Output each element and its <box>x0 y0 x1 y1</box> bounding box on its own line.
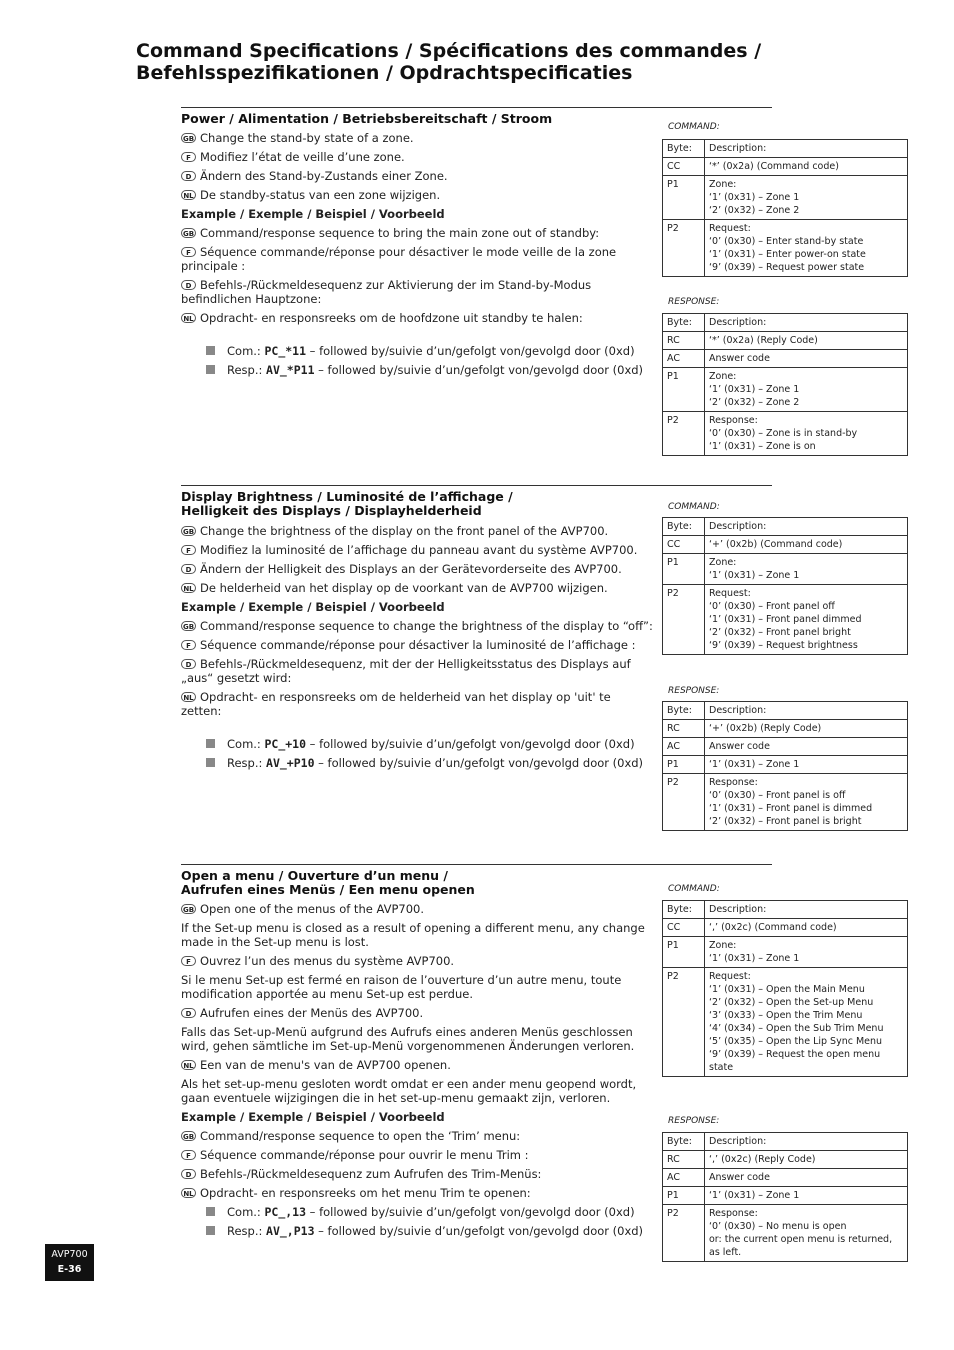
description-cell <box>705 1169 908 1187</box>
byte-cell: CC <box>663 158 705 176</box>
section-body <box>181 131 653 382</box>
code-string: AV_*P11 <box>266 363 315 377</box>
paragraph <box>181 619 653 633</box>
paragraph <box>181 1025 653 1053</box>
table-row <box>663 774 908 831</box>
byte-cell: Byte: <box>663 140 705 158</box>
byte-cell: Byte: <box>663 1133 705 1151</box>
description-line: Zone: <box>709 557 737 568</box>
paragraph <box>181 131 653 145</box>
paragraph-text: De helderheid van het display op de voorkant van de AVP700 wijzigen. <box>200 581 608 595</box>
section-heading-line: Aufrufen eines Menüs / Een menu openen <box>181 882 475 897</box>
description-line: ‘0’ (0x30) – Front panel is off <box>709 790 846 801</box>
footer-page-number: E-36 <box>57 1264 82 1275</box>
byte-cell: Byte: <box>663 702 705 720</box>
table-row <box>663 412 908 456</box>
paragraph-text: Een van de menu's van de AVP700 openen. <box>200 1058 451 1072</box>
paragraph-text: Si le menu Set-up est fermé en raison de l’ouverture d’un autre menu, toute modification apportée au menu Set-up est perdue. <box>181 973 622 1001</box>
language-flag-icon: NL <box>181 692 196 702</box>
byte-cell: CC <box>663 536 705 554</box>
code-string: PC_*11 <box>264 344 307 358</box>
paragraph-text: Command/response sequence to bring the main zone out of standby: <box>200 226 600 240</box>
description-line: ‘9’ (0x39) – Request brightness <box>709 640 858 651</box>
byte-cell: P2 <box>663 220 705 277</box>
paragraph <box>181 973 653 1001</box>
table-row <box>663 554 908 585</box>
table-row <box>663 220 908 277</box>
language-flag-icon: GB <box>182 135 195 143</box>
description-line: Response: <box>709 1208 758 1219</box>
description-line: ‘0’ (0x30) – Zone is in stand-by <box>709 428 858 439</box>
language-flag-icon: NL <box>181 190 196 200</box>
language-flag-icon: GB <box>182 230 195 238</box>
line-suffix: – followed by/suivie d’un/gefolgt von/gevolgd door (0xd) <box>314 756 644 770</box>
description-cell <box>705 901 908 919</box>
description-line: ‘,’ (0x2c) (Reply Code) <box>709 1154 816 1165</box>
description-line: ‘,’ (0x2c) (Command code) <box>709 922 837 933</box>
description-line: ‘1’ (0x31) – Front panel dimmed <box>709 614 862 625</box>
description-cell <box>705 1151 908 1169</box>
table-row <box>663 1169 908 1187</box>
paragraph-text: Opdracht- en responsreeks om de hoofdzone uit standby te halen: <box>200 311 583 325</box>
table-row <box>663 518 908 536</box>
paragraph <box>181 902 653 916</box>
byte-cell: AC <box>663 1169 705 1187</box>
description-line: ‘2’ (0x32) – Front panel bright <box>709 627 851 638</box>
table-row <box>663 1187 908 1205</box>
command-line <box>206 344 653 358</box>
description-cell <box>705 720 908 738</box>
paragraph-text: Change the stand-by state of a zone. <box>200 131 414 145</box>
table-row <box>663 968 908 1077</box>
description-line: ‘0’ (0x30) – No menu is open <box>709 1221 847 1232</box>
table-row <box>663 314 908 332</box>
paragraph <box>181 638 653 652</box>
response-line <box>206 363 653 377</box>
table-row <box>663 1133 908 1151</box>
description-cell <box>705 1205 908 1262</box>
byte-cell: P2 <box>663 774 705 831</box>
description-cell <box>705 919 908 937</box>
description-cell <box>705 518 908 536</box>
paragraph-text: Command/response sequence to open the ‘Trim’ menu: <box>200 1129 521 1143</box>
description-line: ‘1’ (0x31) – Zone 1 <box>709 759 800 770</box>
paragraph <box>181 245 653 273</box>
description-line: ‘1’ (0x31) – Open the Main Menu <box>709 984 865 995</box>
command-table <box>662 900 908 1077</box>
byte-cell: P1 <box>663 176 705 220</box>
description-line: ‘1’ (0x31) – Zone 1 <box>709 570 800 581</box>
language-flag-icon: D <box>181 1008 196 1018</box>
code-string: PC_+10 <box>264 737 307 751</box>
description-line: Request: <box>709 223 751 234</box>
table-row <box>663 332 908 350</box>
line-label: Com.: <box>227 737 261 751</box>
description-line: Response: <box>709 415 758 426</box>
paragraph-text: Opdracht- en responsreeks om de helderheid van het display op 'uit' te zetten: <box>181 690 611 718</box>
response-label: RESPONSE: <box>668 686 720 696</box>
description-line: Description: <box>709 521 767 532</box>
line-suffix: – followed by/suivie d’un/gefolgt von/gevolgd door (0xd) <box>306 344 635 358</box>
paragraph <box>181 657 653 685</box>
description-line: Description: <box>709 1136 767 1147</box>
table-row <box>663 1151 908 1169</box>
description-line: Zone: <box>709 940 737 951</box>
response-table <box>662 1132 908 1262</box>
response-label: RESPONSE: <box>668 297 720 307</box>
description-line: Zone: <box>709 179 737 190</box>
paragraph <box>181 150 653 164</box>
table-row <box>663 350 908 368</box>
command-table <box>662 139 908 277</box>
description-line: ‘1’ (0x31) – Zone is on <box>709 441 816 452</box>
description-cell <box>705 1187 908 1205</box>
paragraph-text: Aufrufen eines der Menüs des AVP700. <box>200 1006 424 1020</box>
byte-cell: P1 <box>663 368 705 412</box>
paragraph-text: Befehls-/Rückmeldesequenz zur Aktivierung der im Stand-by-Modus befindlichen Hauptzone: <box>181 278 592 306</box>
byte-cell: Byte: <box>663 314 705 332</box>
byte-cell: P1 <box>663 554 705 585</box>
paragraph <box>181 1006 653 1020</box>
response-table <box>662 313 908 456</box>
table-row <box>663 919 908 937</box>
byte-cell: Byte: <box>663 518 705 536</box>
description-line: ‘2’ (0x32) – Front panel is bright <box>709 816 862 827</box>
paragraph <box>181 581 653 595</box>
language-flag-icon: NL <box>181 1188 196 1198</box>
description-cell <box>705 756 908 774</box>
description-line: Answer code <box>709 1172 770 1183</box>
language-flag-icon: D <box>181 171 196 181</box>
example-heading: Example / Exemple / Beispiel / Voorbeeld <box>181 1110 445 1124</box>
description-line: Description: <box>709 904 767 915</box>
page-title <box>136 40 761 84</box>
paragraph-text: Als het set-up-menu gesloten wordt omdat er een ander menu geopend wordt, gaan eventuele wijzigingen die in het set-up-menu gemaakt zijn, verloren. <box>181 1077 637 1105</box>
table-row <box>663 585 908 655</box>
line-label: Resp.: <box>227 363 263 377</box>
table-row <box>663 176 908 220</box>
line-label: Com.: <box>227 344 261 358</box>
bullet-square-icon <box>206 365 215 374</box>
description-line: ‘2’ (0x32) – Zone 2 <box>709 205 800 216</box>
command-line <box>206 737 653 751</box>
paragraph-text: Modifiez l’état de veille d’une zone. <box>200 150 405 164</box>
description-line: ‘1’ (0x31) – Zone 1 <box>709 192 800 203</box>
description-line: ‘9’ (0x39) – Request the open menu state <box>709 1049 881 1073</box>
description-line: Answer code <box>709 741 770 752</box>
table-row <box>663 756 908 774</box>
paragraph <box>181 562 653 576</box>
description-line: Request: <box>709 588 751 599</box>
response-label: RESPONSE: <box>668 1116 720 1126</box>
paragraph-text: De standby-status van een zone wijzigen. <box>200 188 441 202</box>
description-cell <box>705 140 908 158</box>
paragraph <box>181 690 653 718</box>
paragraph-text: Séquence commande/réponse pour ouvrir le menu Trim : <box>200 1148 529 1162</box>
language-flag-icon: GB <box>182 528 195 536</box>
command-line <box>206 1205 653 1219</box>
paragraph-text: Command/response sequence to change the brightness of the display to “off”: <box>200 619 653 633</box>
paragraph <box>181 188 653 202</box>
paragraph-text: Séquence commande/réponse pour désactiver la luminosité de l’affichage : <box>200 638 636 652</box>
byte-cell: RC <box>663 332 705 350</box>
description-line: ‘2’ (0x32) – Zone 2 <box>709 397 800 408</box>
description-line: ‘+’ (0x2b) (Reply Code) <box>709 723 822 734</box>
description-line: ‘3’ (0x33) – Open the Trim Menu <box>709 1010 863 1021</box>
description-line: ‘*’ (0x2a) (Reply Code) <box>709 335 818 346</box>
description-line: ‘2’ (0x32) – Open the Set-up Menu <box>709 997 874 1008</box>
response-line <box>206 1224 653 1238</box>
language-flag-icon: NL <box>181 1060 196 1070</box>
byte-cell: P2 <box>663 1205 705 1262</box>
language-flag-icon: GB <box>182 906 195 914</box>
description-line: Description: <box>709 317 767 328</box>
description-line: ‘0’ (0x30) – Enter stand-by state <box>709 236 864 247</box>
paragraph-text: Opdracht- en responsreeks om het menu Trim te openen: <box>200 1186 531 1200</box>
table-row <box>663 702 908 720</box>
paragraph-text: Séquence commande/réponse pour désactiver le mode veille de la zone principale : <box>181 245 617 273</box>
description-cell <box>705 220 908 277</box>
byte-cell: P2 <box>663 968 705 1077</box>
table-row <box>663 140 908 158</box>
section-heading-line: Open a menu / Ouverture d’un menu / <box>181 868 448 883</box>
description-cell <box>705 332 908 350</box>
description-line: Zone: <box>709 371 737 382</box>
bullet-square-icon <box>206 739 215 748</box>
description-cell <box>705 368 908 412</box>
description-line: Response: <box>709 777 758 788</box>
description-line: ‘9’ (0x39) – Request power state <box>709 262 865 273</box>
bullet-square-icon <box>206 1207 215 1216</box>
paragraph-text: Change the brightness of the display on the front panel of the AVP700. <box>200 524 609 538</box>
description-line: Description: <box>709 143 767 154</box>
description-line: Request: <box>709 971 751 982</box>
description-line: ‘+’ (0x2b) (Command code) <box>709 539 843 550</box>
table-row <box>663 901 908 919</box>
description-cell <box>705 554 908 585</box>
description-line: ‘1’ (0x31) – Enter power-on state <box>709 249 866 260</box>
description-cell <box>705 412 908 456</box>
example-heading: Example / Exemple / Beispiel / Voorbeeld <box>181 207 445 221</box>
description-cell <box>705 158 908 176</box>
bullet-square-icon <box>206 758 215 767</box>
description-line: ‘1’ (0x31) – Front panel is dimmed <box>709 803 873 814</box>
response-table <box>662 701 908 831</box>
description-cell <box>705 738 908 756</box>
paragraph <box>181 226 653 240</box>
page-title-line-1: Command Specifications / Spécifications des commandes / <box>136 40 762 62</box>
paragraph-text: Befehls-/Rückmeldesequenz zum Aufrufen des Trim-Menüs: <box>200 1167 542 1181</box>
line-label: Resp.: <box>227 756 263 770</box>
bullet-square-icon <box>206 346 215 355</box>
language-flag-icon: GB <box>182 623 195 631</box>
paragraph <box>181 1129 653 1143</box>
description-cell <box>705 585 908 655</box>
bullet-square-icon <box>206 1226 215 1235</box>
description-cell <box>705 937 908 968</box>
language-flag-icon: F <box>181 152 196 162</box>
language-flag-icon: NL <box>181 583 196 593</box>
language-flag-icon: F <box>181 247 196 257</box>
section-body <box>181 902 653 1243</box>
code-string: PC_,13 <box>264 1205 307 1219</box>
language-flag-icon: F <box>181 640 196 650</box>
description-line: ‘1’ (0x31) – Zone 1 <box>709 1190 800 1201</box>
section-heading-line: Power / Alimentation / Betriebsbereitschaft / Stroom <box>181 111 553 126</box>
section-heading-line: Display Brightness / Luminosité de l’affichage / <box>181 489 513 504</box>
paragraph <box>181 921 653 949</box>
command-label: COMMAND: <box>668 884 720 894</box>
description-line: or: the current open menu is returned, as left. <box>709 1234 893 1258</box>
description-line: ‘1’ (0x31) – Zone 1 <box>709 384 800 395</box>
command-label: COMMAND: <box>668 122 720 132</box>
paragraph <box>181 524 653 538</box>
table-row <box>663 1205 908 1262</box>
table-row <box>663 368 908 412</box>
paragraph <box>181 1058 653 1072</box>
description-line: ‘5’ (0x35) – Open the Lip Sync Menu <box>709 1036 883 1047</box>
paragraph-text: If the Set-up menu is closed as a result of opening a different menu, any change made in the Set-up menu is lost. <box>181 921 645 949</box>
paragraph <box>181 278 653 306</box>
line-suffix: – followed by/suivie d’un/gefolgt von/gevolgd door (0xd) <box>306 1205 635 1219</box>
paragraph <box>181 954 653 968</box>
language-flag-icon: D <box>181 564 196 574</box>
table-row <box>663 536 908 554</box>
language-flag-icon: D <box>181 659 196 669</box>
byte-cell: AC <box>663 350 705 368</box>
line-suffix: – followed by/suivie d’un/gefolgt von/gevolgd door (0xd) <box>314 363 644 377</box>
table-row <box>663 937 908 968</box>
description-line: ‘1’ (0x31) – Zone 1 <box>709 953 800 964</box>
paragraph-text: Modifiez la luminosité de l’affichage du panneau avant du système AVP700. <box>200 543 638 557</box>
description-line: ‘0’ (0x30) – Front panel off <box>709 601 835 612</box>
byte-cell: Byte: <box>663 901 705 919</box>
response-line <box>206 756 653 770</box>
section-body <box>181 524 653 775</box>
command-label: COMMAND: <box>668 502 720 512</box>
byte-cell: RC <box>663 1151 705 1169</box>
byte-cell: P1 <box>663 1187 705 1205</box>
example-heading: Example / Exemple / Beispiel / Voorbeeld <box>181 600 445 614</box>
description-cell <box>705 314 908 332</box>
language-flag-icon: D <box>181 1169 196 1179</box>
byte-cell: P1 <box>663 756 705 774</box>
table-row <box>663 720 908 738</box>
paragraph <box>181 311 653 325</box>
line-label: Resp.: <box>227 1224 263 1238</box>
table-row <box>663 158 908 176</box>
language-flag-icon: GB <box>182 1133 195 1141</box>
paragraph-text: Befehls-/Rückmeldesequenz, mit der der Helligkeitsstatus des Displays auf „aus“ gesetzt wird: <box>181 657 631 685</box>
paragraph-text: Ouvrez l’un des menus du système AVP700. <box>200 954 455 968</box>
description-cell <box>705 350 908 368</box>
language-flag-icon: F <box>181 956 196 966</box>
line-suffix: – followed by/suivie d’un/gefolgt von/gevolgd door (0xd) <box>306 737 635 751</box>
description-line: Answer code <box>709 353 770 364</box>
code-string: AV_,P13 <box>266 1224 315 1238</box>
description-cell <box>705 536 908 554</box>
language-flag-icon: D <box>181 280 196 290</box>
command-table <box>662 517 908 655</box>
byte-cell: P1 <box>663 937 705 968</box>
section-heading-line: Helligkeit des Displays / Displayhelderheid <box>181 503 482 518</box>
description-line: Description: <box>709 705 767 716</box>
paragraph-text: Falls das Set-up-Menü aufgrund des Aufrufs eines anderen Menüs geschlossen wird, gehen sämtliche im Set-up-Menü vorgenommenen Änderungen verloren. <box>181 1025 635 1053</box>
description-cell <box>705 774 908 831</box>
byte-cell: P2 <box>663 412 705 456</box>
page-title-line-2: Befehlsspezifikationen / Opdrachtspecificaties <box>136 62 633 84</box>
paragraph <box>181 543 653 557</box>
paragraph-text: Ändern des Stand-by-Zustands einer Zone. <box>200 169 448 183</box>
description-line: ‘4’ (0x34) – Open the Sub Trim Menu <box>709 1023 884 1034</box>
page-footer-badge <box>45 1244 94 1281</box>
paragraph <box>181 1167 653 1181</box>
description-cell <box>705 968 908 1077</box>
paragraph-text: Ändern der Helligkeit des Displays an der Gerätevorderseite des AVP700. <box>200 562 622 576</box>
description-cell <box>705 1133 908 1151</box>
paragraph <box>181 1148 653 1162</box>
paragraph <box>181 169 653 183</box>
paragraph <box>181 1186 653 1200</box>
language-flag-icon: F <box>181 1150 196 1160</box>
line-label: Com.: <box>227 1205 261 1219</box>
paragraph-text: Open one of the menus of the AVP700. <box>200 902 425 916</box>
byte-cell: P2 <box>663 585 705 655</box>
byte-cell: AC <box>663 738 705 756</box>
code-string: AV_+P10 <box>266 756 315 770</box>
description-cell <box>705 176 908 220</box>
paragraph <box>181 1077 653 1105</box>
language-flag-icon: F <box>181 545 196 555</box>
byte-cell: CC <box>663 919 705 937</box>
byte-cell: RC <box>663 720 705 738</box>
language-flag-icon: NL <box>181 313 196 323</box>
table-row <box>663 738 908 756</box>
footer-model: AVP700 <box>51 1249 88 1260</box>
line-suffix: – followed by/suivie d’un/gefolgt von/gevolgd door (0xd) <box>314 1224 644 1238</box>
description-cell <box>705 702 908 720</box>
description-line: ‘*’ (0x2a) (Command code) <box>709 161 839 172</box>
